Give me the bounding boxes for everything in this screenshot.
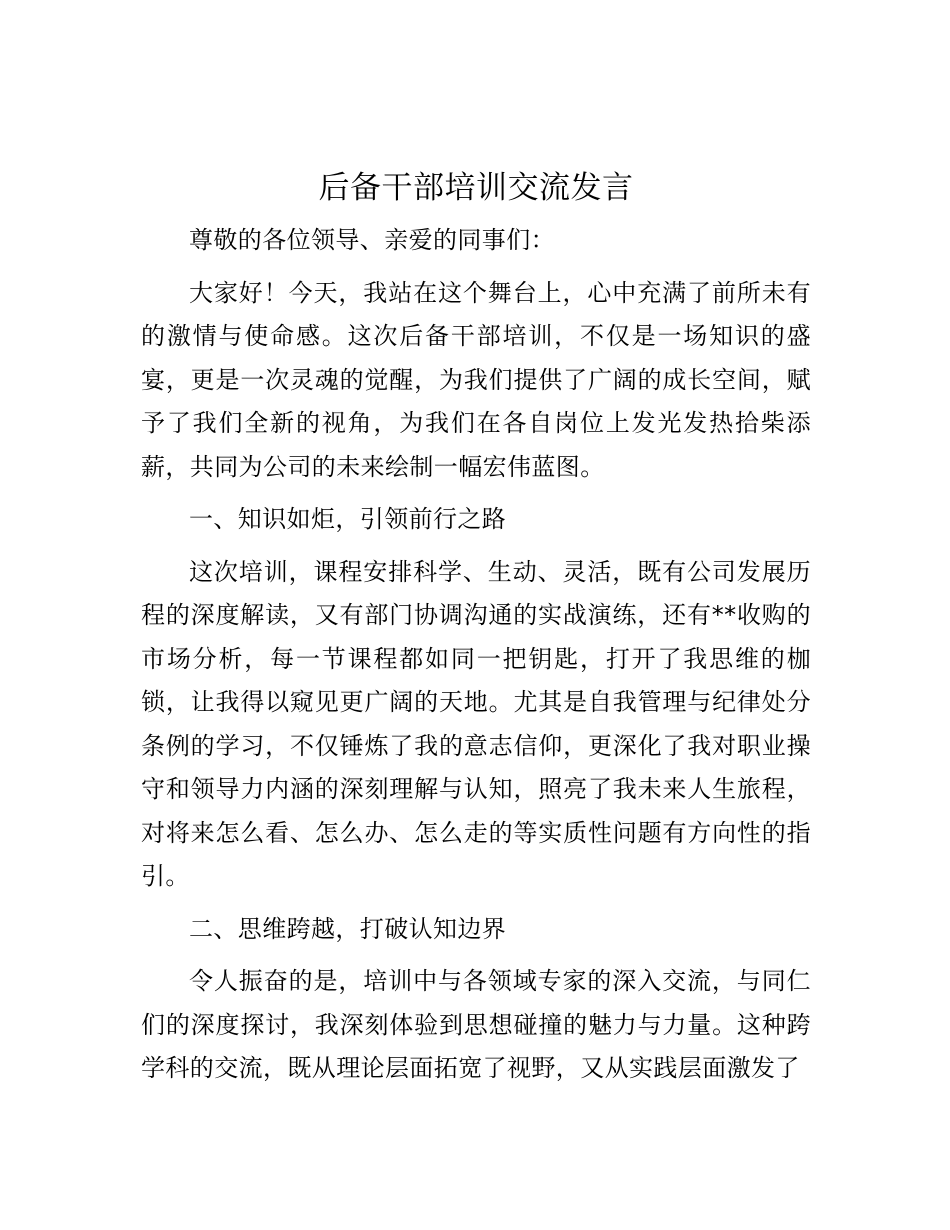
paragraph-section-1: 这次培训，课程安排科学、生动、灵活，既有公司发展历程的深度解读，又有部门协调沟通的实战演练，还有**收购的市场分析，每一节课程都如同一把钥匙，打开了我思维的枷锁，让我得以窥见更广阔的天地。尤其是自我管理与纪律处分条例的学习，不仅锤炼了我的意志信仰，更深化了我对职业操守和领导力内涵的深刻理解与认知，照亮了我未来人生旅程，对将来怎么看、怎么办、怎么走的等实质性问题有方向性的指引。 <box>141 557 811 890</box>
paragraph-intro: 大家好！今天，我站在这个舞台上，心中充满了前所未有的激情与使命感。这次后备干部培训，不仅是一场知识的盛宴，更是一次灵魂的觉醒，为我们提供了广阔的成长空间，赋予了我们全新的视角，为我们在各自岗位上发光发热拾柴添薪，共同为公司的未来绘制一幅宏伟蓝图。 <box>141 278 811 481</box>
section-heading-2: 二、思维跨越，打破认知边界 <box>189 914 507 943</box>
section-heading-1: 一、知识如炬，引领前行之路 <box>189 505 507 533</box>
document-body <box>141 164 811 1091</box>
greeting-line: 尊敬的各位领导、亲爱的同事们： <box>189 226 555 254</box>
paragraph-section-2: 令人振奋的是，培训中与各领域专家的深入交流，与同仁们的深度探讨，我深刻体验到思想碰撞的魅力与力量。这种跨学科的交流，既从理论层面拓宽了视野，又从实践层面激发了 <box>141 967 811 1082</box>
document-title: 后备干部培训交流发言 <box>318 170 634 206</box>
